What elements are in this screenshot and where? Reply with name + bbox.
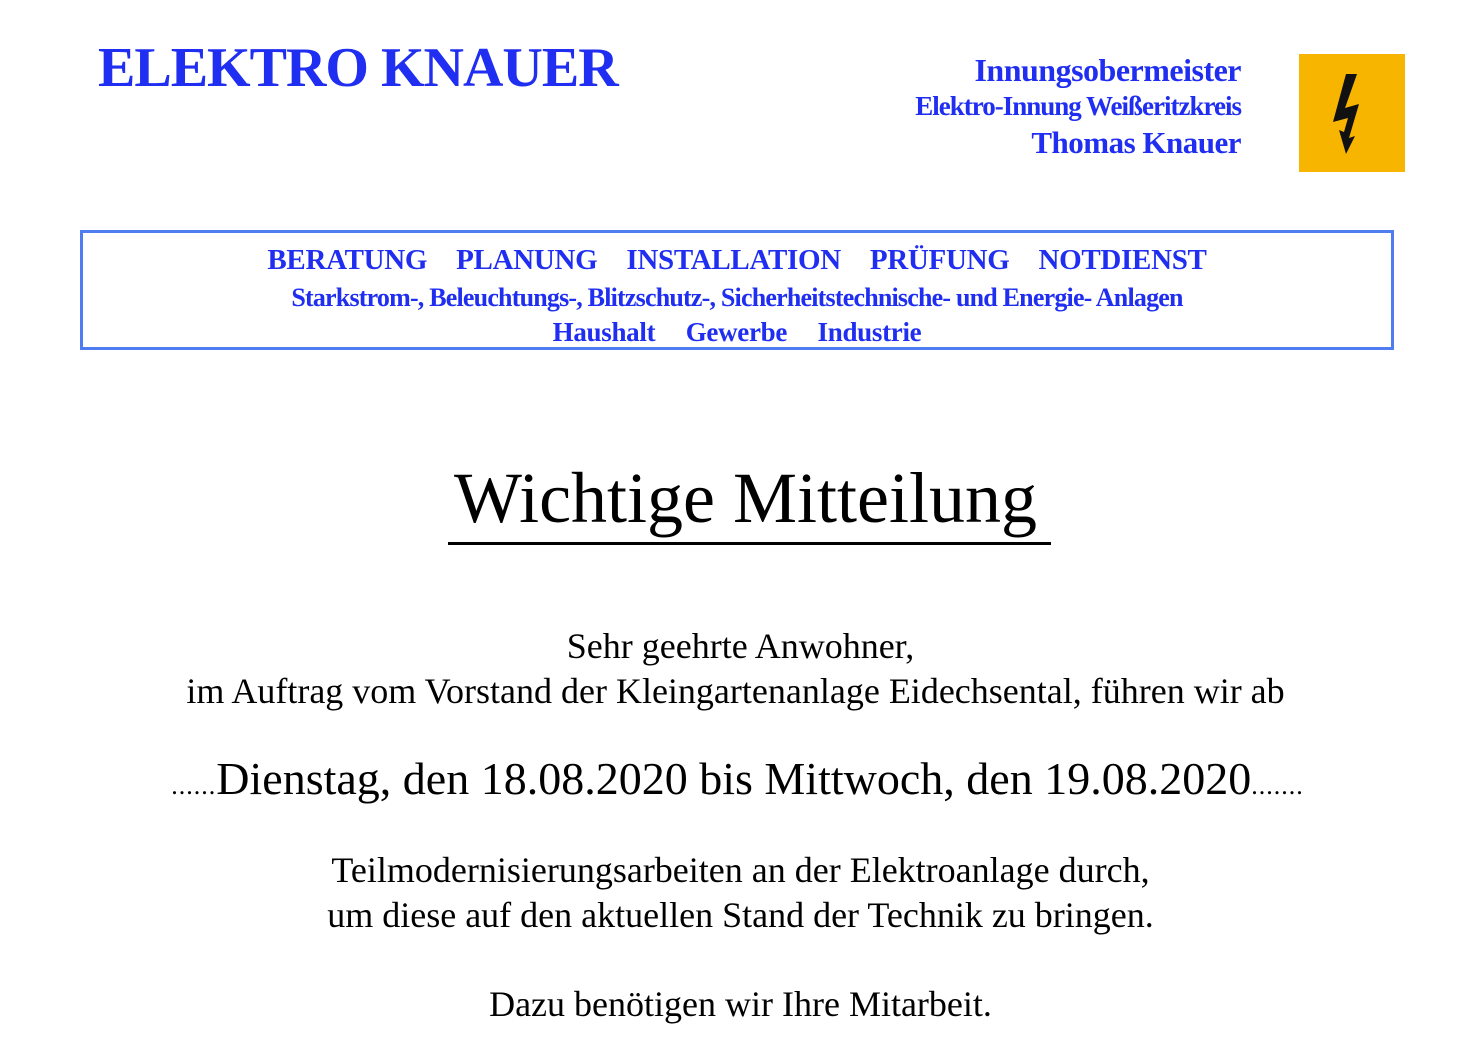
service-categories (83, 246, 1391, 275)
services-frame (80, 230, 1394, 350)
contact-block (915, 50, 1241, 163)
service-category: PRÜFUNG (869, 244, 1010, 276)
service-category: PLANUNG (456, 244, 598, 276)
installation-types: Starkstrom-, Beleuchtungs-, Blitzschutz-, Sicherheitstechnische- und Energie- Anlagen (291, 283, 1183, 312)
date-prefix-dots: ...... (171, 771, 217, 800)
lightning-bolt-icon (1299, 54, 1405, 172)
contact-guild: Elektro-Innung Weißeritzkreis (915, 91, 1241, 121)
notice-headline-wrap (0, 458, 1481, 545)
date-suffix-dots: ....... (1251, 771, 1304, 800)
service-category: INSTALLATION (626, 244, 841, 276)
contact-person: Thomas Knauer (1031, 124, 1241, 160)
sector-item: Haushalt (552, 317, 656, 347)
service-category: NOTDIENST (1038, 244, 1207, 276)
date-range: Dienstag, den 18.08.2020 bis Mittwoch, den 19.08.2020 (216, 753, 1252, 804)
work-description-1: Teilmodernisierungsarbeiten an der Elektroanlage durch, (331, 850, 1150, 890)
sector-item: Industrie (817, 317, 922, 347)
closing-text: Dazu benötigen wir Ihre Mitarbeit. (489, 984, 992, 1024)
notice-headline: Wichtige Mitteilung (448, 462, 1051, 545)
date-line (0, 753, 1478, 804)
company-name: ELEKTRO KNAUER (98, 37, 618, 99)
service-category: BERATUNG (267, 244, 428, 276)
sector-item: Gewerbe (685, 317, 788, 347)
salutation: Sehr geehrte Anwohner, (566, 626, 915, 666)
service-sectors (83, 319, 1391, 346)
contact-title: Innungsobermeister (974, 52, 1241, 88)
intro-text: im Auftrag vom Vorstand der Kleingartenanlage Eidechsental, führen wir ab (186, 671, 1285, 711)
work-description-2: um diese auf den aktuellen Stand der Technik zu bringen. (327, 895, 1154, 935)
